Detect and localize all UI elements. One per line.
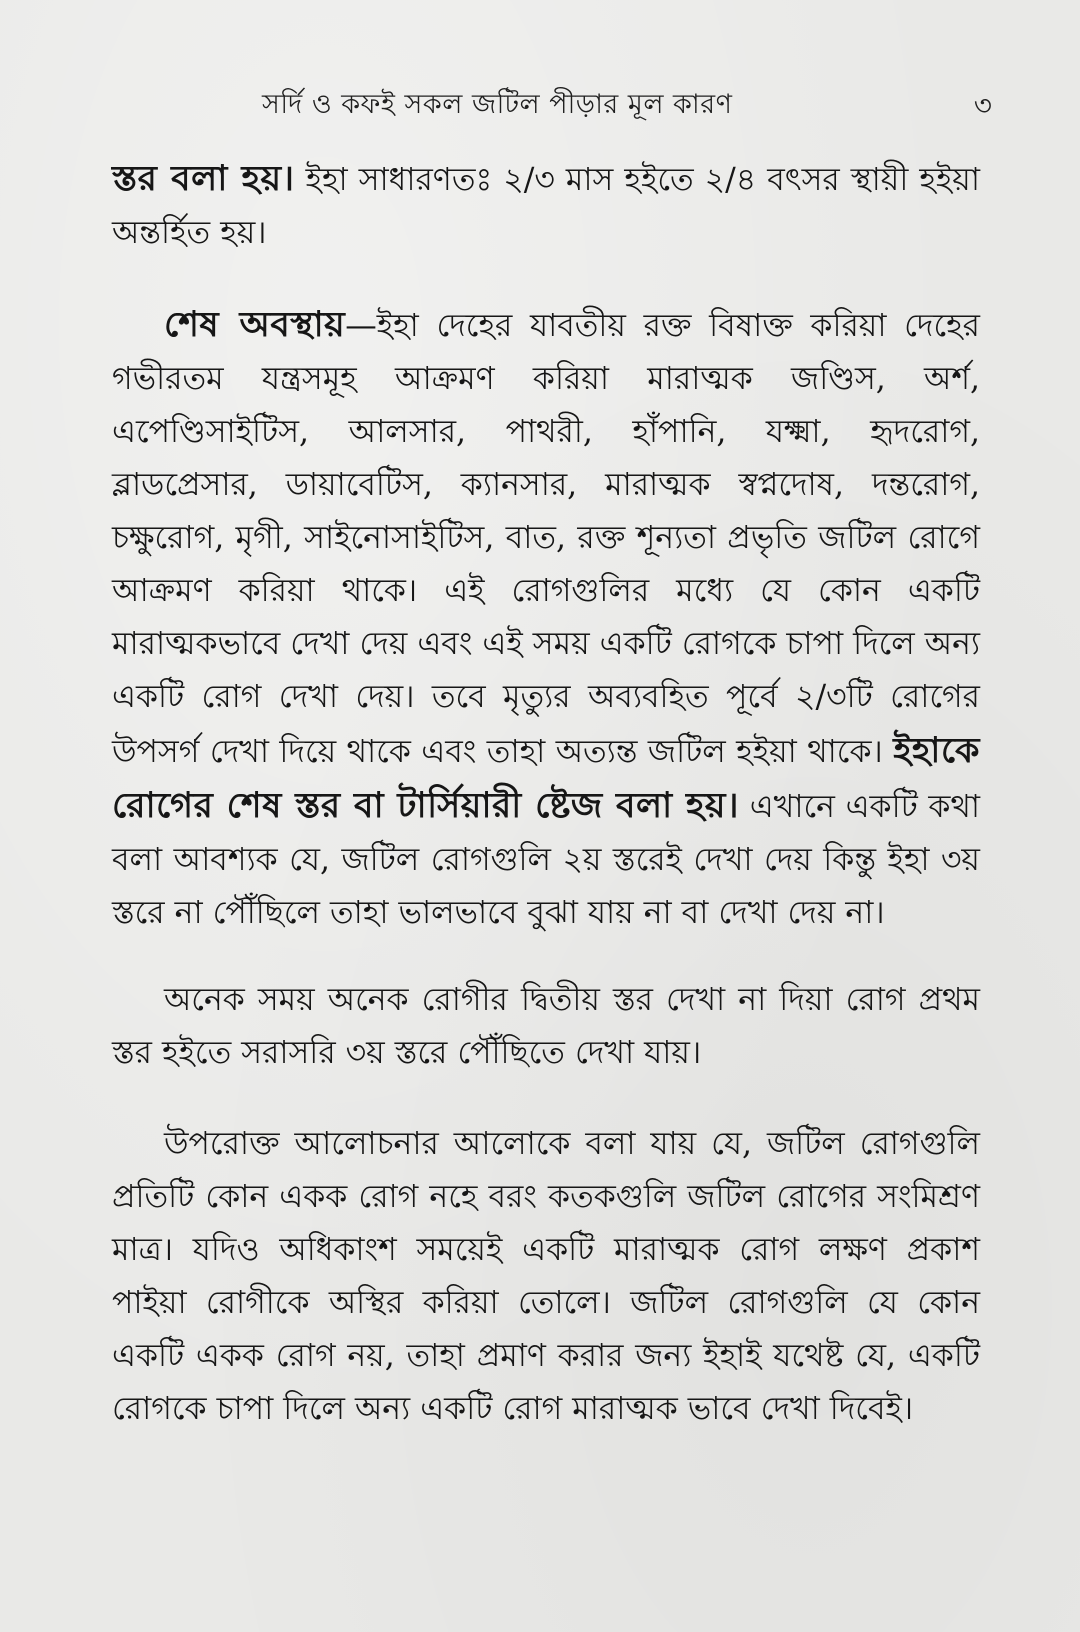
paragraph-1-text: ইহা সাধারণতঃ ২/৩ মাস হইতে ২/৪ বৎসর স্থায়ী হইয়া অন্তর্হিত হয়। — [112, 162, 980, 251]
paragraph-1-lead: স্তর বলা হয়। — [112, 158, 295, 199]
paragraph-2-text-1: —ইহা দেহের যাবতীয় রক্ত বিষাক্ত করিয়া দেহের গভীরতম যন্ত্রসমূহ আক্রমণ করিয়া মারাত্মক জণ্ডিস, অর্শ, এপেণ্ডিসাইটিস, আলসার, পাথরী, হাঁপানি, যক্ষ্মা, হৃদরোগ, ব্লাডপ্রেসার, ডায়াবেটিস, ক্যানসার, মারাত্মক স্বপ্নদোষ, দন্তরোগ, চক্ষুরোগ, মৃগী, সাইনোসাইটিস, বাত, রক্ত শূন্যতা প্রভৃতি জটিল রোগে আক্রমণ করিয়া থাকে। এই রোগগুলির মধ্যে যে কোন একটি মারাত্মকভাবে দেখা দেয় এবং এই সময় একটি রোগকে চাপা দিলে অন্য একটি রোগ দেখা দেয়। তবে মৃত্যুর অব্যবহিত পূর্বে ২/৩টি রোগের উপসর্গ দেখা দিয়ে থাকে এবং তাহা অত্যন্ত জটিল হইয়া থাকে। — [112, 308, 981, 770]
page-header — [112, 84, 992, 128]
paragraph-3-text: অনেক সময় অনেক রোগীর দ্বিতীয় স্তর দেখা না দিয়া রোগ প্রথম স্তর হইতে সরাসরি ৩য় স্তরে পৌঁছিতে দেখা যায়। — [112, 982, 980, 1071]
paragraph-4-text: উপরোক্ত আলোচনার আলোকে বলা যায় যে, জটিল রোগগুলি প্রতিটি কোন একক রোগ নহে বরং কতকগুলি জটিল রোগের সংমিশ্রণ মাত্র। যদিও অধিকাংশ সময়েই একটি মারাত্মক রোগ লক্ষণ প্রকাশ পাইয়া রোগীকে অস্থির করিয়া তোলে। জটিল রোগগুলি যে কোন একটি একক রোগ নয়, তাহা প্রমাণ করার জন্য ইহাই যথেষ্ট যে, একটি রোগকে চাপা দিলে অন্য একটি রোগ মারাত্মক ভাবে দেখা দিবেই। — [112, 1126, 980, 1427]
paragraph-3 — [112, 974, 980, 1080]
paragraph-2 — [112, 298, 980, 940]
paragraph-2-bold-statement: ইহাকে রোগের শেষ স্তর বা টার্সিয়ারী ষ্টেজ বলা হয়। — [112, 730, 980, 826]
running-title: সর্দি ও কফই সকল জটিল পীড়ার মূল কারণ — [262, 89, 733, 120]
page-number: ৩ — [973, 89, 992, 122]
paragraph-2-lead: শেষ অবস্থায় — [164, 304, 346, 345]
paragraph-4 — [112, 1118, 980, 1436]
paragraph-1 — [112, 152, 980, 260]
body-text — [112, 152, 980, 1436]
paragraph-2-text-2: এখানে একটি কথা বলা আবশ্যক যে, জটিল রোগগুলি ২য় স্তরেই দেখা দেয় কিন্তু ইহা ৩য় স্তরে না পৌঁছিলে তাহা ভালভাবে বুঝা যায় না বা দেখা দেয় না। — [112, 789, 980, 931]
